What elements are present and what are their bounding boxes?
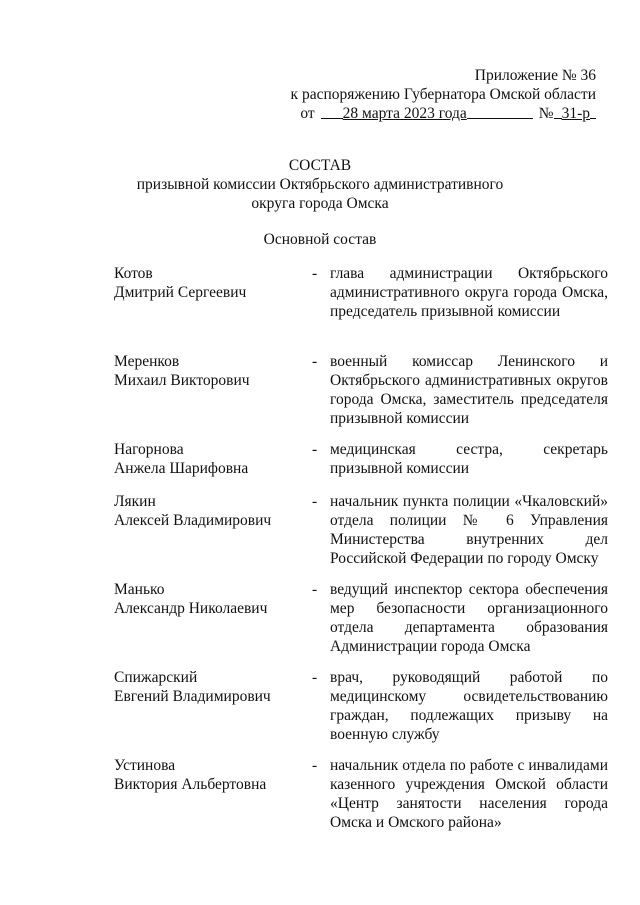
member-row	[114, 580, 608, 668]
member-surname: Меренков	[114, 353, 180, 370]
member-row	[114, 440, 608, 492]
member-given-names: Анжела Шарифовна	[114, 460, 249, 477]
member-surname: Манько	[114, 581, 165, 598]
member-role: ведущий инспектор сектора обеспечения мер безопасности организационного отдела департамента образования Администрации города Омска	[330, 581, 608, 655]
member-role: военный комиссар Ленинского и Октябрьского административных округов города Омска, заместитель председателя призывной комиссии	[330, 353, 608, 427]
underline-blank	[467, 104, 533, 119]
appendix-number: Приложение № 36	[474, 67, 596, 84]
title-line-1: призывной комиссии Октябрьского административного	[136, 176, 504, 193]
member-name	[114, 352, 304, 390]
dash-separator: -	[312, 581, 318, 598]
member-name	[114, 580, 304, 618]
dash-separator: -	[312, 493, 318, 510]
member-role: начальник отдела по работе с инвалидами казенного учреждения Омской области «Центр занятости населения города Омска и Омского района»	[330, 757, 608, 831]
member-row	[114, 756, 608, 832]
member-surname: Спижарский	[114, 669, 198, 686]
document-title	[0, 156, 640, 213]
number-label: №	[538, 105, 554, 122]
member-row	[114, 668, 608, 756]
member-name	[114, 264, 304, 302]
dash-separator: -	[312, 441, 318, 458]
member-given-names: Евгений Владимирович	[114, 688, 271, 705]
member-role: врач, руководящий работой по медицинскому освидетельствованию граждан, подлежащих призыву на военную службу	[330, 669, 608, 743]
member-name	[114, 756, 304, 794]
member-row	[114, 492, 608, 580]
date-prefix: от	[300, 105, 315, 122]
member-role: медицинская сестра, секретарь призывной комиссии	[330, 441, 608, 477]
member-given-names: Александр Николаевич	[114, 600, 268, 617]
title-line-2: округа города Омска	[251, 195, 389, 212]
order-date: 28 марта 2023 года	[342, 105, 467, 122]
member-surname: Котов	[114, 265, 153, 282]
dash-separator: -	[312, 669, 318, 686]
member-role: глава администрации Октябрьского административного округа города Омска, председатель призывной комиссии	[330, 265, 608, 320]
underline-blank	[321, 104, 343, 119]
member-given-names: Михаил Викторович	[114, 372, 250, 389]
member-name	[114, 668, 304, 706]
member-given-names: Виктория Альбертовна	[114, 776, 267, 793]
member-role: начальник пункта полиции «Чкаловский» отдела полиции № 6 Управления Министерства внутренних дел Российской Федерации по городу Омску	[330, 493, 608, 567]
member-row	[114, 264, 608, 352]
section-heading: Основной состав	[263, 231, 377, 248]
member-name	[114, 492, 304, 530]
appendix-order-ref: к распоряжению Губернатора Омской области	[290, 86, 596, 103]
order-number: 31-р	[561, 105, 590, 122]
dash-separator: -	[312, 757, 318, 774]
member-given-names: Алексей Владимирович	[114, 512, 272, 529]
dash-separator: -	[312, 353, 318, 370]
member-row	[114, 352, 608, 440]
underline-blank	[590, 104, 596, 119]
member-surname: Устинова	[114, 757, 176, 774]
member-given-names: Дмитрий Сергеевич	[114, 284, 247, 301]
members-list	[114, 264, 608, 832]
dash-separator: -	[312, 265, 318, 282]
member-surname: Нагорнова	[114, 441, 184, 458]
title-heading: СОСТАВ	[288, 157, 352, 174]
appendix-header	[291, 66, 596, 123]
member-name	[114, 440, 304, 478]
underline-blank	[554, 104, 562, 119]
appendix-date-line	[291, 104, 596, 123]
member-surname: Лякин	[114, 493, 156, 510]
